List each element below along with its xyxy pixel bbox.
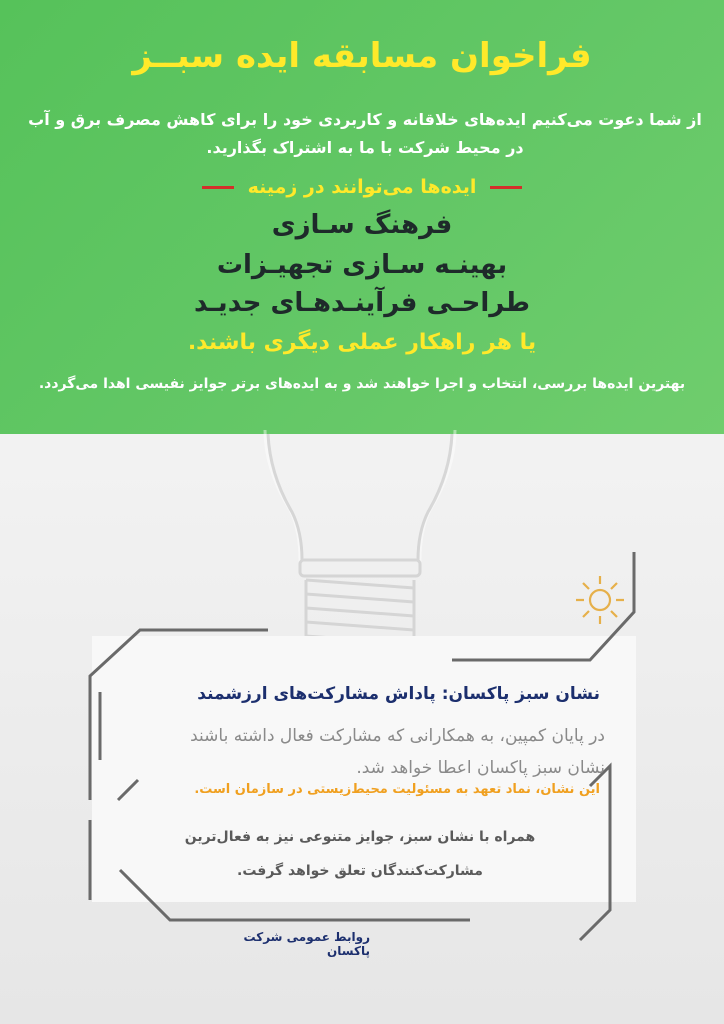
badge-highlight: این نشان، نماد تعهد به مسئولیت محیط‌زیستی در سازمان است. [194,782,600,797]
page-title: فراخوان مسابقه ایده سبــز [132,36,592,76]
idea-item-processes: طراحـی فرآینـدهـای جدیـد [194,288,530,318]
card-heading: نشان سبز پاکسان: پاداش مشارکت‌های ارزشمند [197,684,600,704]
intro-line-1: از شما دعوت می‌کنیم ایده‌های خلاقانه و کاربردی خود را برای کاهش مصرف برق و آب [28,110,702,129]
prizes-line-2: مشارکت‌کنندگان تعلق خواهد گرفت. [237,863,483,879]
fields-heading-text: ایده‌ها می‌توانند در زمینه [247,176,477,198]
card-line-2: نشان سبز پاکسان اعطا خواهد شد. [356,758,605,778]
idea-item-culture: فرهنگ سـازی [271,210,453,240]
intro-line-2: در محیط شرکت با ما به اشتراک بگذارید. [206,138,524,157]
prizes-text [140,820,580,888]
idea-item-equipment: بهینـه سـازی تجهیـزات [216,250,508,280]
prizes-line-1: همراه با نشان سبز، جوایز متنوعی نیز به فعال‌ترین [184,829,536,845]
other-solutions-text: یا هر راهکار عملی دیگری باشند. [187,330,537,355]
best-ideas-text: بهترین ایده‌ها بررسی، انتخاب و اجرا خواهند شد و به ایده‌های برتر جوایز نفیسی اهدا می‌گردد. [38,376,686,392]
sun-icon [576,576,624,624]
signature: روابط عمومی شرکت پاکسان [243,930,370,958]
card-line-1: در پایان کمپین، به همکارانی که مشارکت فعال داشته باشند [190,726,605,746]
card-description [100,720,605,784]
